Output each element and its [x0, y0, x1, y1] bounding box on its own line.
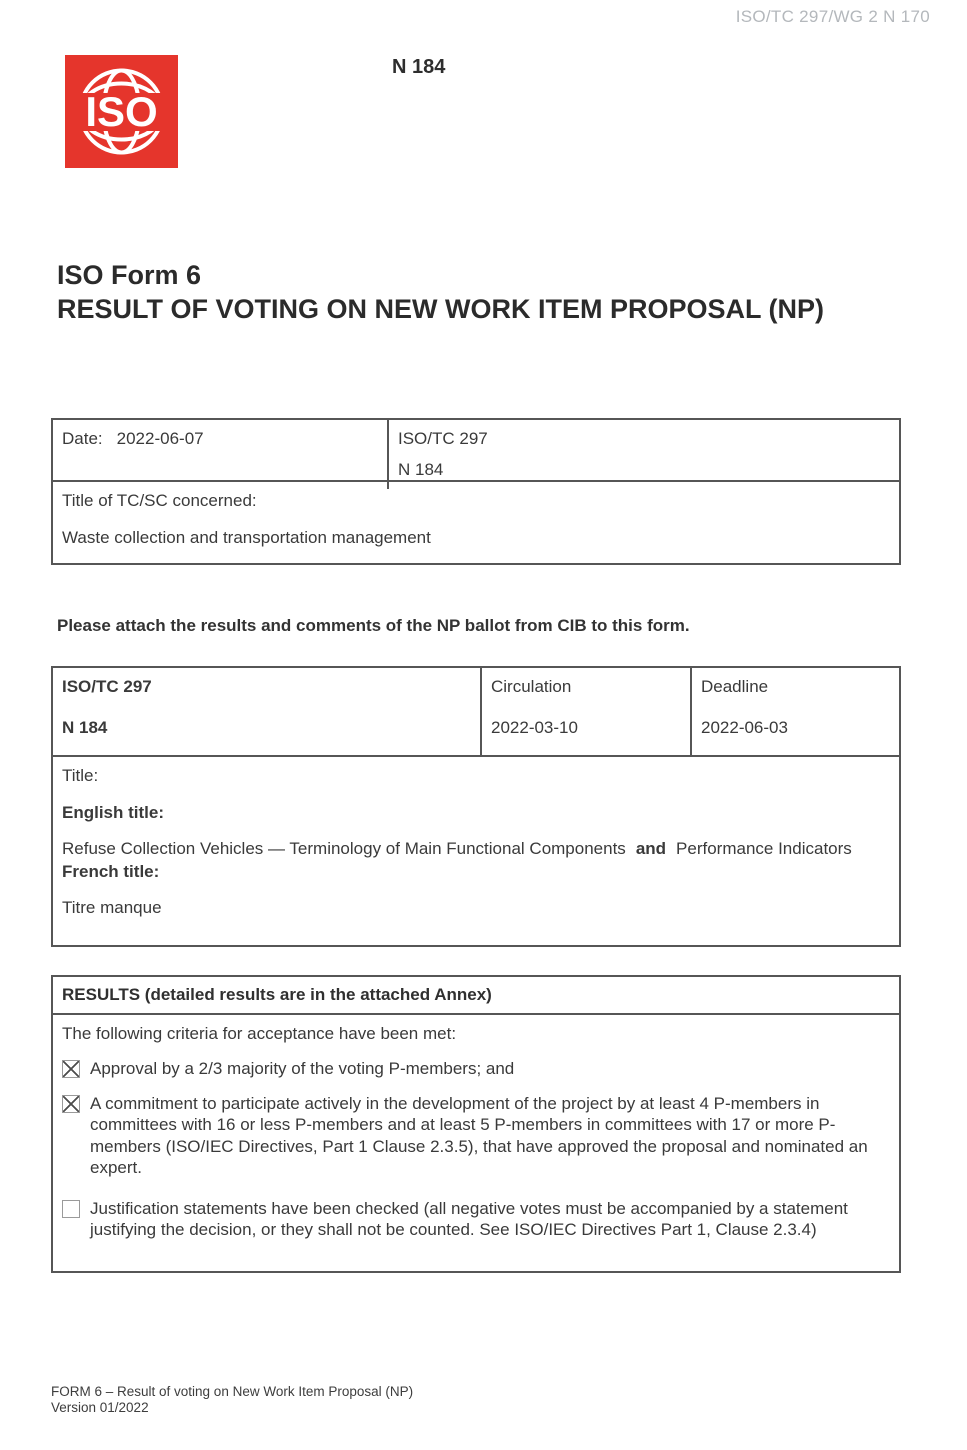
- tc-title-value: Waste collection and transportation management: [62, 528, 431, 547]
- english-title-and: and: [635, 839, 667, 858]
- ballot-table: [51, 666, 901, 947]
- criterion-approval: [62, 1058, 890, 1080]
- english-title-part2: Performance Indicators: [676, 839, 852, 858]
- results-intro: The following criteria for acceptance have been met:: [62, 1024, 457, 1043]
- document-reference: ISO/TC 297/WG 2 N 170: [735, 7, 930, 26]
- ballot-table-row-1: [53, 668, 899, 755]
- justification-checkbox-icon: [62, 1200, 80, 1218]
- date-cell: [53, 420, 387, 489]
- document-number: N 184: [392, 56, 446, 78]
- english-title-value: [62, 838, 862, 860]
- criterion-justification-text: Justification statements have been checked (all negative votes must be accompanied by a statement justifying the decision, or they shall not be counted. See ISO/IEC Directives Part 1, Clause 2.3.4): [90, 1198, 848, 1239]
- attach-instruction: Please attach the results and comments of the NP ballot from CIB to this form.: [57, 616, 690, 635]
- info-table-row-1: [53, 420, 899, 480]
- circulation-label: Circulation: [491, 677, 572, 696]
- svg-text:ISO: ISO: [85, 88, 158, 135]
- page-footer: [51, 1384, 413, 1416]
- deadline-cell: [690, 668, 899, 755]
- date-label: Date:: [62, 429, 103, 448]
- iso-globe-icon: [65, 55, 178, 168]
- deadline-label: Deadline: [701, 677, 769, 696]
- form-title: [57, 258, 824, 326]
- ballot-committee-cell: [53, 668, 480, 755]
- date-value: 2022-06-07: [116, 429, 204, 448]
- circulation-cell: [480, 668, 690, 755]
- french-title-label: French title:: [62, 862, 160, 881]
- committee-doc-number: N 184: [398, 460, 444, 479]
- deadline-date: 2022-06-03: [701, 718, 788, 737]
- tc-title-cell: [53, 480, 899, 561]
- ballot-committee: ISO/TC 297: [62, 677, 152, 696]
- results-body: [53, 1015, 899, 1271]
- form-title-line1: ISO Form 6: [57, 260, 202, 290]
- circulation-date: 2022-03-10: [491, 718, 578, 737]
- criterion-commitment: [62, 1093, 890, 1179]
- titles-cell: [53, 755, 899, 943]
- french-title-value: Titre manque: [62, 898, 162, 917]
- approval-checkbox-icon: [62, 1060, 80, 1078]
- results-header: RESULTS (detailed results are in the attached Annex): [53, 977, 899, 1015]
- title-label: Title:: [62, 766, 99, 785]
- criterion-commitment-text: A commitment to participate actively in the development of the project by at least 4 P-members in committees with 16 or less P-members and at least 5 P-members in committees with 17 or more P-members (ISO/IEC Directives, Part 1 Clause 2.3.5), that have approved the proposal and nominated an expert.: [90, 1093, 868, 1177]
- footer-form-name: FORM 6 – Result of voting on New Work Item Proposal (NP): [51, 1384, 414, 1399]
- info-table: [51, 418, 901, 565]
- criterion-justification: [62, 1198, 890, 1241]
- commitment-checkbox-icon: [62, 1095, 80, 1113]
- results-table: [51, 975, 901, 1273]
- english-title-label: English title:: [62, 803, 164, 822]
- ballot-doc-number: N 184: [62, 718, 108, 737]
- footer-version: Version 01/2022: [51, 1400, 149, 1415]
- criterion-approval-text: Approval by a 2/3 majority of the voting P-members; and: [90, 1059, 515, 1078]
- iso-logo: [65, 55, 178, 168]
- english-title-part1: Refuse Collection Vehicles — Terminology of Main Functional Components: [62, 839, 626, 858]
- form-title-line2: RESULT OF VOTING ON NEW WORK ITEM PROPOSAL (NP): [57, 294, 824, 324]
- committee-name: ISO/TC 297: [398, 429, 488, 448]
- tc-title-label: Title of TC/SC concerned:: [62, 491, 257, 510]
- committee-cell: [387, 420, 899, 489]
